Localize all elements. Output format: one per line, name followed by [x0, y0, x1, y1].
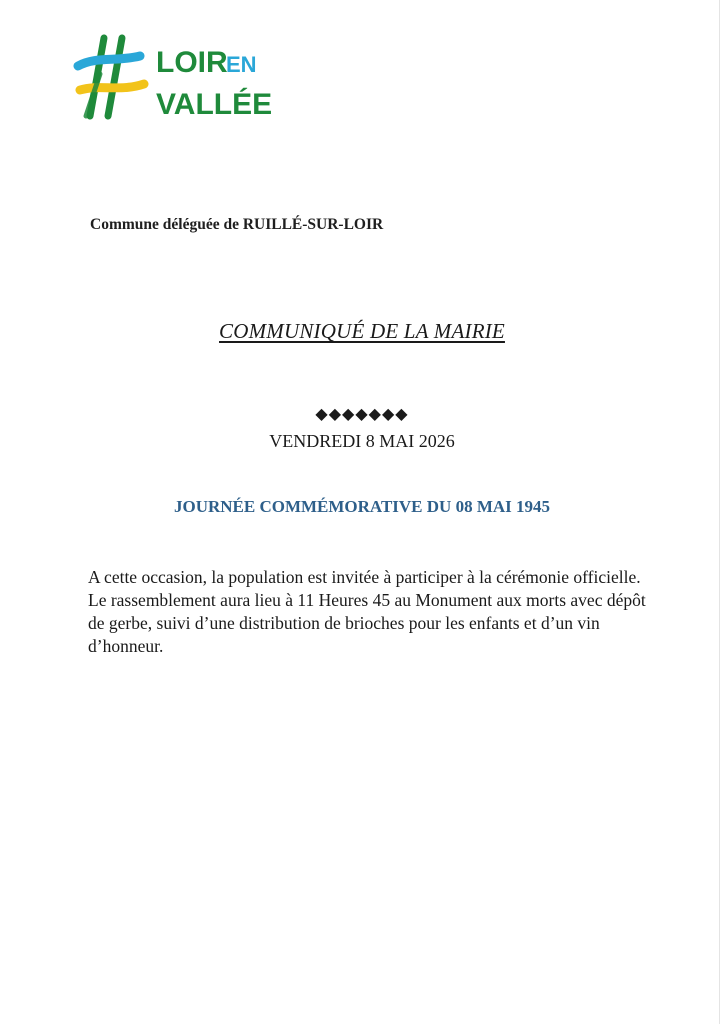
page-title: COMMUNIQUÉ DE LA MAIRIE	[219, 319, 505, 343]
commune-label: Commune déléguée de RUILLÉ-SUR-LOIR	[90, 216, 384, 233]
body-paragraph-1: A cette occasion, la population est invitée à participer à la cérémonie officielle.	[88, 567, 641, 587]
event-date: VENDREDI 8 MAI 2026	[269, 431, 455, 451]
svg-text:EN: EN	[226, 52, 257, 77]
announcement-body	[88, 566, 648, 658]
hashtag-logo-icon	[76, 34, 273, 124]
diamond-separator: ◆◆◆◆◆◆◆	[315, 404, 409, 423]
svg-text:VALLÉE: VALLÉE	[156, 88, 273, 121]
svg-text:LOIR: LOIR	[156, 46, 228, 79]
event-title: JOURNÉE COMMÉMORATIVE DU 08 MAI 1945	[173, 497, 551, 516]
loir-en-vallee-logo	[76, 34, 273, 124]
body-paragraph-2: Le rassemblement aura lieu à 11 Heures 45 au Monument aux morts avec dépôt de gerbe, suivi d’une distribution de brioches pour les enfants et d’un vin d’honneur.	[88, 590, 646, 656]
